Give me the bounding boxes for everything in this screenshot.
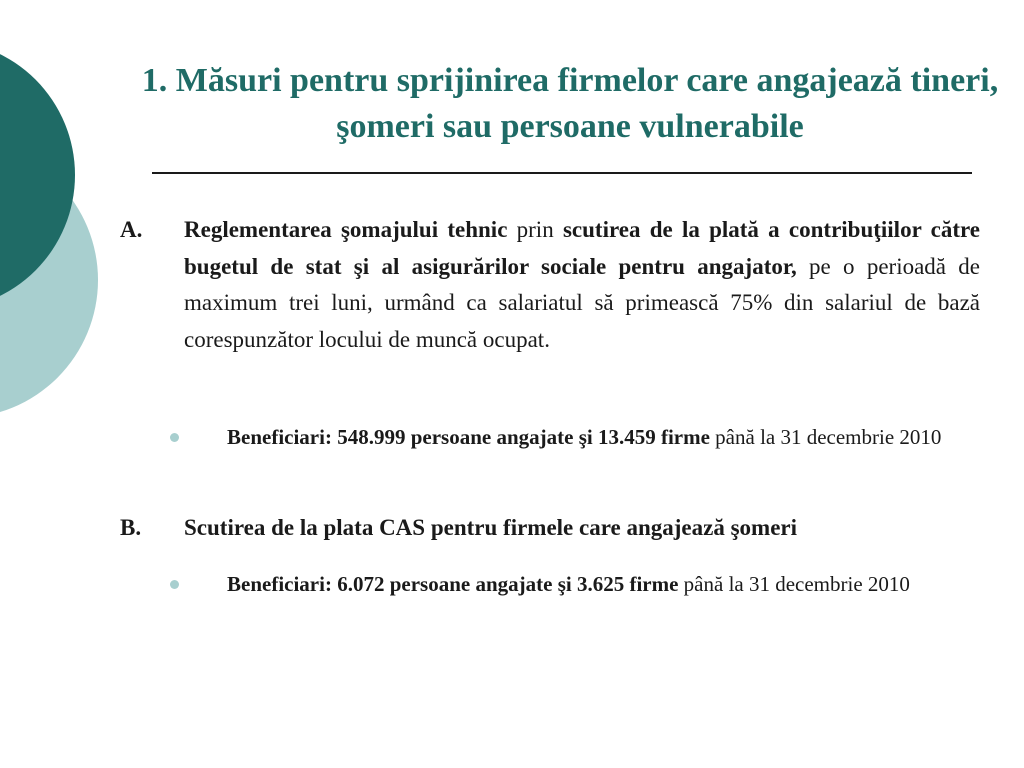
slide-title: 1. Măsuri pentru sprijinirea firmelor care angajează tineri, şomeri sau persoane vulnerabile [141, 62, 999, 145]
sub-a-bold: Beneficiari: 548.999 persoane angajate şi 13.459 firme [227, 425, 710, 449]
item-a-paragraph [184, 212, 980, 358]
item-a-text-2: pe o perioadă de maximum trei luni, urmând ca salariatul să primească 75% din salariul de bază corespunzător locului de muncă ocupat. [184, 253, 981, 352]
sub-item-b-beneficiaries [170, 568, 980, 600]
sub-item-a-text [227, 421, 980, 453]
item-a-bold-1: Reglementarea şomajului tehnic [184, 217, 508, 242]
title-divider [152, 172, 972, 174]
list-item-a [120, 212, 980, 358]
list-item-b [120, 510, 980, 547]
list-letter-a: A. [120, 217, 143, 242]
bullet-icon [170, 580, 179, 589]
sub-item-b-text [227, 568, 980, 600]
decorative-circles [0, 0, 110, 420]
item-a-text-1: prin [507, 217, 563, 242]
item-b-text: Scutirea de la plata CAS pentru firmele care angajează şomeri [184, 515, 798, 540]
item-a-bold-2: scutirea de la plată a contribuţiilor către bugetul de stat şi al asigurărilor sociale pentru angajator, [184, 217, 980, 279]
sub-a-text: până la 31 decembrie 2010 [709, 425, 942, 449]
sub-item-a-beneficiaries [170, 421, 980, 453]
list-letter-b: B. [120, 515, 142, 540]
bullet-icon [170, 433, 179, 442]
sub-b-bold: Beneficiari: 6.072 persoane angajate şi 3.625 firme [227, 572, 679, 596]
sub-b-text: până la 31 decembrie 2010 [678, 572, 910, 596]
